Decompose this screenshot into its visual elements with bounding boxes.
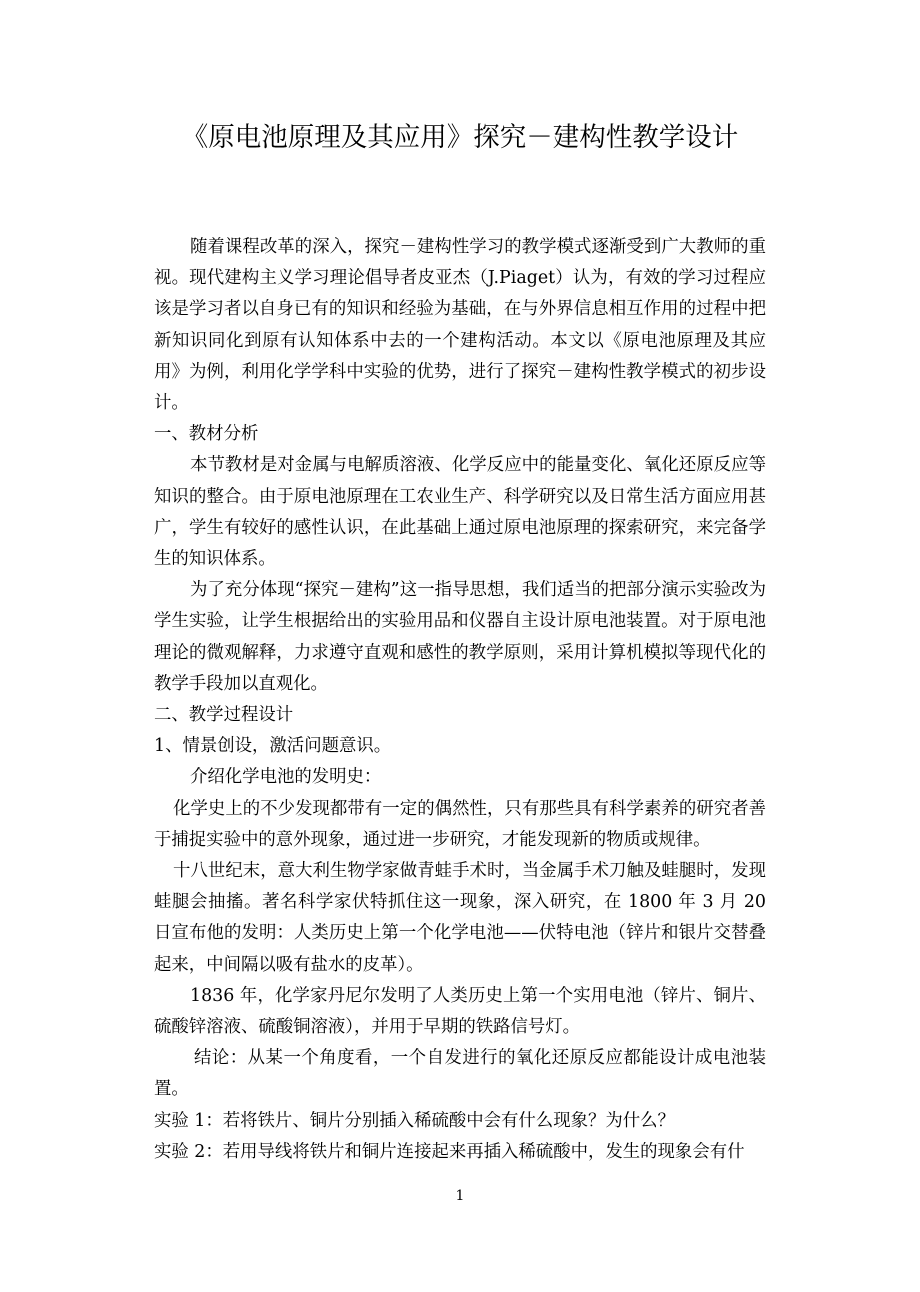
section-heading-teaching-process: 二、教学过程设计 — [154, 705, 294, 726]
conclusion-paragraph: 结论：从某一个角度看，一个自发进行的氧化还原反应都能设计成电池装置。 — [154, 1048, 766, 1100]
intro-paragraph: 随着课程改革的深入，探究－建构性学习的教学模式逐渐受到广大教师的重视。现代建构主义学习理论倡导者皮亚杰（J.Piaget）认为，有效的学习过程应该是学习者以自身已有的知识和经验为基础，在与外界信息相互作用的过程中把新知识同化到原有认知体系中去的一个建构活动。本文以《原电池原理及其应用》为例，利用化学学科中实验的优势，进行了探究－建构性教学模式的初步设计。 — [154, 237, 766, 414]
volta-paragraph: 十八世纪末，意大利生物学家做青蛙手术时，当金属手术刀触及蛙腿时，发现蛙腿会抽搐。著名科学家伏特抓住这一现象，深入研究，在 1800 年 3 月 20 日宣布他的发明：人类历史上第一个化学电池——伏特电池（锌片和银片交替叠起来，中间隔以吸有盐水的皮革）。 — [154, 861, 766, 975]
experiment-2: 实验 2：若用导线将铁片和铜片连接起来再插入稀硫酸中，发生的现象会有什 — [154, 1141, 745, 1162]
textbook-analysis-paragraph: 本节教材是对金属与电解质溶液、化学反应中的能量变化、氧化还原反应等知识的整合。由于原电池原理在工农业生产、科学研究以及日常生活方面应用甚广，学生有较好的感性认识，在此基础上通过原电池原理的探索研究，来完备学生的知识体系。 — [154, 455, 766, 570]
document-body — [154, 232, 766, 1168]
battery-history-intro: 介绍化学电池的发明史： — [190, 767, 382, 788]
guiding-idea-paragraph: 为了充分体现“探究－建构”这一指导思想，我们适当的把部分演示实验改为学生实验，让学生根据给出的实验用品和仪器自主设计原电池装置。对于原电池理论的微观解释，力求遵守直观和感性的教学原则，采用计算机模拟等现代化的教学手段加以直观化。 — [154, 580, 766, 694]
history-paragraph: 化学史上的不少发现都带有一定的偶然性，只有那些具有科学素养的研究者善于捕捉实验中的意外现象，通过进一步研究，才能发现新的物质或规律。 — [154, 798, 766, 850]
section-heading-textbook-analysis: 一、教材分析 — [154, 424, 259, 445]
document-title: 《原电池原理及其应用》探究－建构性教学设计 — [181, 122, 739, 153]
subsection-heading-scenario: 1、情景创设，激活问题意识。 — [154, 736, 392, 757]
page-number: 1 — [455, 1188, 465, 1204]
daniell-paragraph: 1836 年，化学家丹尼尔发明了人类历史上第一个实用电池（锌片、铜片、硫酸锌溶液、硫酸铜溶液），并用于早期的铁路信号灯。 — [154, 985, 766, 1038]
experiment-1: 实验 1：若将铁片、铜片分别插入稀硫酸中会有什么现象？为什么？ — [154, 1110, 675, 1131]
